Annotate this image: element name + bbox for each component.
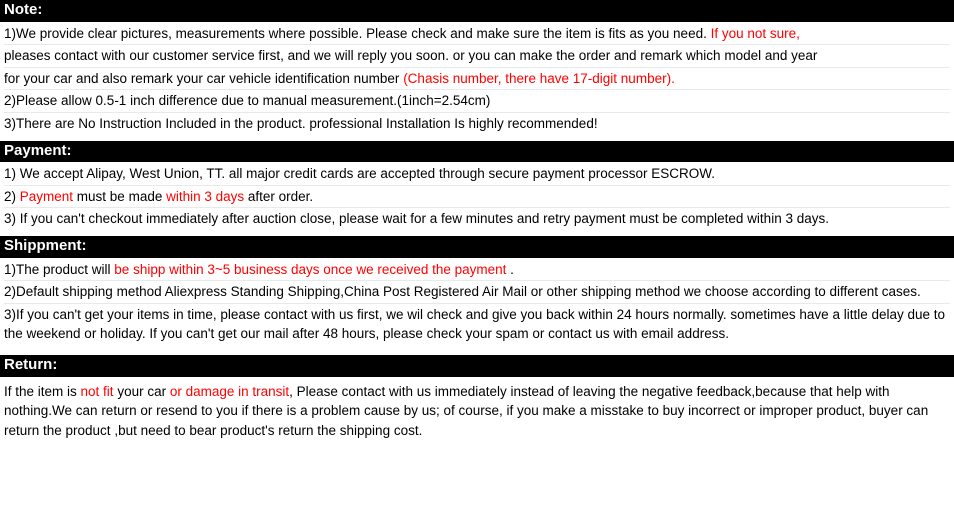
- body-text: your car: [113, 383, 170, 399]
- return-body: [0, 377, 954, 442]
- body-text: for your car and also remark your car vehicle identification number: [4, 70, 404, 86]
- note-body: [0, 22, 954, 135]
- section-heading-payment: Payment:: [0, 141, 954, 163]
- body-text: pleases contact with our customer service first, and we will reply you soon. or you can make the order and remark which model and year: [4, 48, 818, 64]
- spacer: [0, 345, 954, 355]
- body-text: 1) We accept Alipay, West Union, TT. all major credit cards are accepted through secure payment processor ESCROW.: [4, 166, 716, 182]
- policy-line: [4, 208, 950, 230]
- highlight-text: be shipp within 3~5 business days once we received the payment: [114, 261, 507, 277]
- body-text: .: [506, 261, 514, 277]
- policy-line: [4, 304, 950, 345]
- body-text: 2)Please allow 0.5-1 inch difference due to manual measurement.(1inch=2.54cm): [4, 93, 491, 109]
- body-text: after order.: [244, 188, 314, 204]
- policy-line: [4, 23, 950, 46]
- section-heading-shipment: Shippment:: [0, 236, 954, 258]
- body-text: 3) If you can't checkout immediately after auction close, please wait for a few minutes and retry payment must be completed within 3 days.: [4, 211, 829, 227]
- section-heading-note: Note:: [0, 0, 954, 22]
- body-text: must be made: [73, 188, 167, 204]
- policy-line: [4, 259, 950, 282]
- policy-line: [4, 113, 950, 135]
- highlight-text: (Chasis number, there have 17-digit number).: [403, 70, 675, 86]
- shipment-body: [0, 258, 954, 345]
- body-text: 1)We provide clear pictures, measurements where possible. Please check and make sure the item is fits as you need.: [4, 25, 711, 41]
- highlight-text: or damage in transit: [169, 383, 290, 399]
- highlight-text: within 3 days: [166, 188, 245, 204]
- body-text: 2): [4, 188, 20, 204]
- body-text: 1)The product will: [4, 261, 115, 277]
- policy-line: [4, 163, 950, 186]
- section-heading-return: Return:: [0, 355, 954, 377]
- policy-line: [4, 381, 950, 442]
- body-text: If the item is: [4, 383, 81, 399]
- highlight-text: not fit: [80, 383, 114, 399]
- body-text: 2)Default shipping method Aliexpress Standing Shipping,China Post Registered Air Mail or other shipping method we choose according to different cases.: [4, 284, 921, 300]
- highlight-text: If you not sure,: [710, 25, 800, 41]
- highlight-text: Payment: [19, 188, 74, 204]
- policy-line: [4, 90, 950, 113]
- policy-line: [4, 186, 950, 209]
- body-text: 3)There are No Instruction Included in the product. professional Installation Is highly recommended!: [4, 116, 598, 131]
- policy-line: [4, 281, 950, 304]
- body-text: 3)If you can't get your items in time, please contact with us first, we wil check and give you back within 24 hours normally. sometimes have a little delay due to the weekend or holiday. If you can't get our mail after 48 hours, please check your spam or contact us with email address.: [4, 306, 946, 342]
- body-text: , Please contact with us immediately instead of leaving the negative feedback,because that help with nothing.We can return or resend to you if there is a problem cause by us; of course, if you make a misstake to buy incorrect or improper product, buyer can return the product ,but need to bear product's return the shipping cost.: [4, 383, 929, 438]
- policy-line: [4, 45, 950, 68]
- policy-line: [4, 68, 950, 91]
- payment-body: [0, 162, 954, 230]
